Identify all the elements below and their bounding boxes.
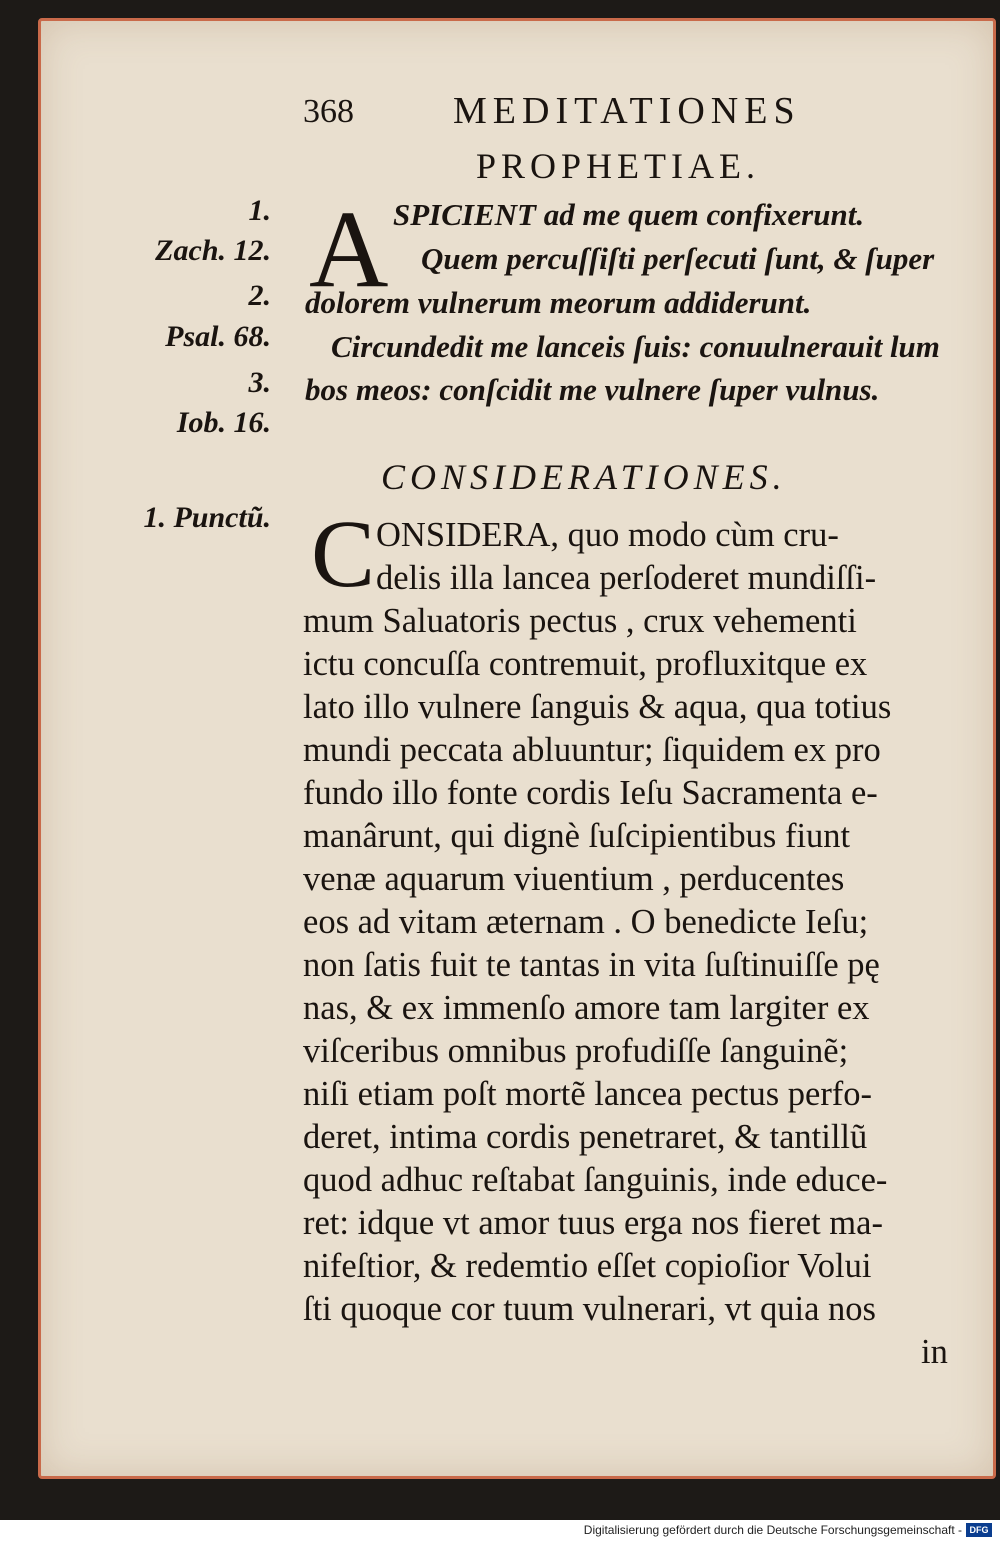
drop-initial: A (309, 188, 389, 310)
catchword: in (921, 1333, 948, 1371)
body-line: ſti quoque cor tuum vulnerari, vt quia nos (303, 1290, 876, 1328)
body-line: nas, & ex immenſo amore tam largiter ex (303, 989, 870, 1027)
body-line: ret: idque vt amor tuus erga nos fieret ma- (303, 1204, 883, 1242)
body-line: mundi peccata abluuntur; ſiquidem ex pro (303, 731, 881, 769)
page-number: 368 (303, 93, 354, 130)
margin-note: Zach. 12. (155, 234, 271, 267)
body-line: lato illo vulnere ſanguis & aqua, qua totius (303, 688, 892, 726)
margin-note: 1. (248, 194, 271, 227)
drop-initial: C (311, 500, 376, 607)
dfg-logo: DFG (966, 1523, 992, 1537)
book-page (38, 18, 996, 1479)
body-line: fundo illo fonte cordis Ieſu Sacramenta e- (303, 774, 878, 812)
prophecy-line: dolorem vulnerum meorum addiderunt. (305, 285, 812, 320)
body-line: niſi etiam poſt mortẽ lancea pectus perfo- (303, 1075, 873, 1113)
footer-bar (0, 1520, 1000, 1541)
footer-credit: Digitalisierung gefördert durch die Deutsche Forschungsgemeinschaft - (583, 1523, 962, 1537)
running-head: MEDITATIONES (453, 90, 801, 132)
body-line: manârunt, qui dignè ſuſcipientibus fiunt (303, 817, 851, 855)
prophecy-line: bos meos: conſcidit me vulnere ſuper vulnus. (305, 372, 880, 407)
body-line: eos ad vitam æternam . O benedicte Ieſu; (303, 903, 869, 941)
body-line: delis illa lancea perſoderet mundiſſi- (376, 559, 877, 597)
body-line: venæ aquarum viuentium , perducentes (303, 860, 845, 898)
prophecy-line: SPICIENT ad me quem confixerunt. (393, 197, 865, 232)
prophecy-line: Circundedit me lanceis ſuis: conuulnerauit lum (331, 329, 940, 364)
prophecy-line: Quem percuſſiſti perſecuti ſunt, & ſuper (421, 241, 935, 276)
margin-note: 3. (248, 366, 271, 399)
margin-note: 2. (248, 279, 271, 312)
body-line: nifeſtior, & redemtio eſſet copioſior Volui (303, 1247, 872, 1285)
body-line: deret, intima cordis penetraret, & tantillũ (303, 1118, 868, 1156)
body-line: quod adhuc reſtabat ſanguinis, inde educe- (303, 1161, 888, 1199)
margin-note: Iob. 16. (176, 406, 271, 439)
margin-note: Psal. 68. (165, 320, 271, 353)
considerations-heading: CONSIDERATIONES. (381, 457, 787, 497)
margin-note: 1. Punctũ. (143, 501, 271, 534)
body-line: ictu concuſſa contremuit, profluxitque ex (303, 645, 868, 683)
body-line: mum Saluatoris pectus , crux vehementi (303, 602, 857, 640)
body-line: viſceribus omnibus profudiſſe ſanguinẽ; (303, 1032, 849, 1070)
body-line: non ſatis fuit te tantas in vita ſuſtinuiſſe pę (303, 946, 880, 984)
section-heading: PROPHETIAE. (476, 146, 761, 186)
body-line: ONSIDERA, quo modo cùm cru- (376, 516, 839, 554)
